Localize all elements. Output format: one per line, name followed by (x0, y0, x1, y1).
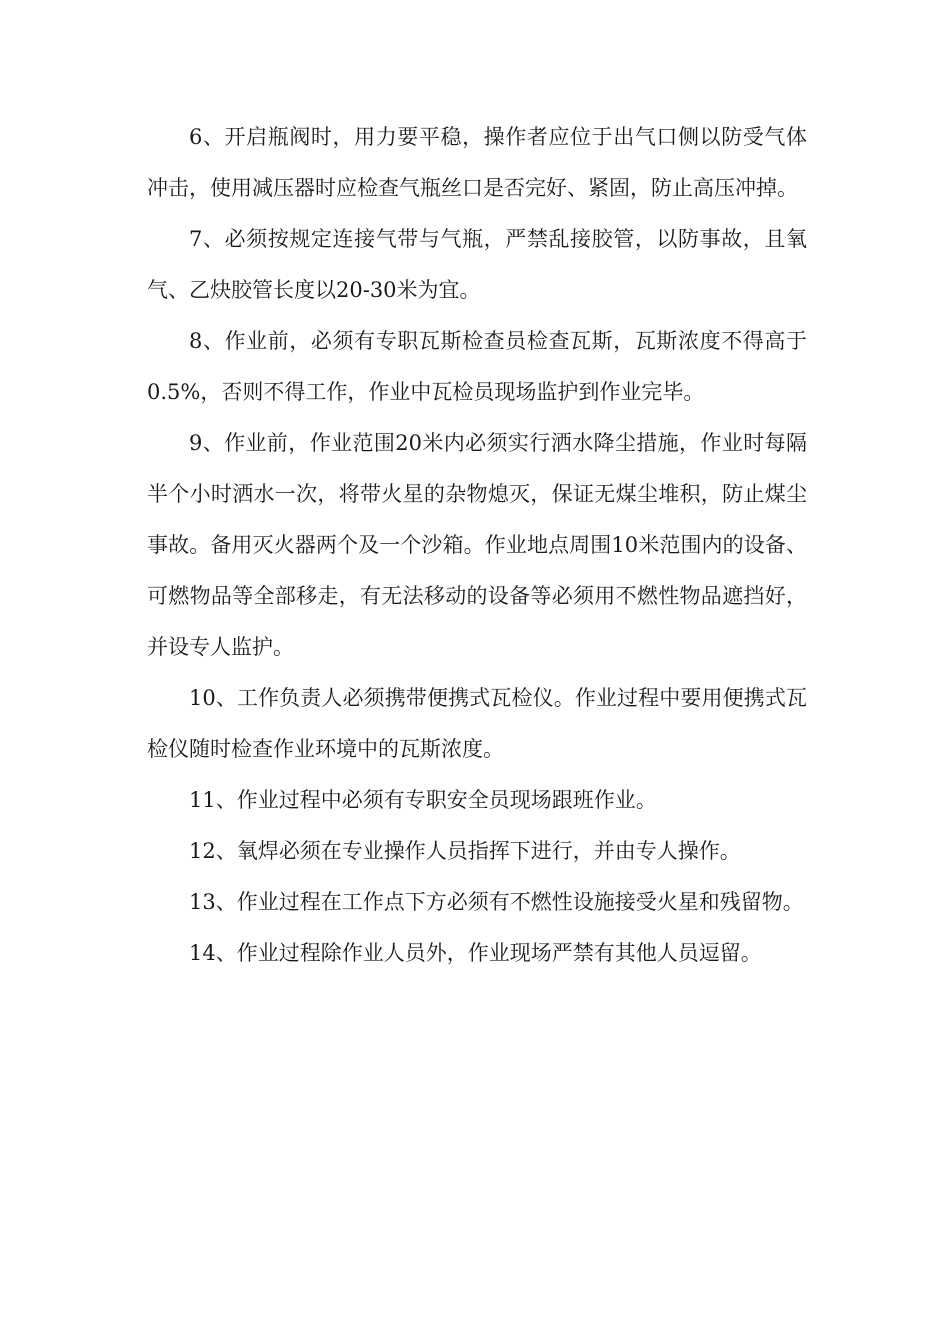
paragraph-item-10: 10、工作负责人必须携带便携式瓦检仪。作业过程中要用便携式瓦检仪随时检查作业环境中的瓦斯浓度。 (147, 686, 807, 761)
paragraph-item-12: 12、氧焊必须在专业操作人员指挥下进行，并由专人操作。 (189, 839, 741, 863)
paragraph-item-9: 9、作业前，作业范围20米内必须实行洒水降尘措施，作业时每隔半个小时洒水一次，将带火星的杂物熄灭，保证无煤尘堆积，防止煤尘事故。备用灭火器两个及一个沙箱。作业地点周围10米范围内的设备、可燃物品等全部移走，有无法移动的设备等必须用不燃性物品遮挡好，并设专人监护。 (147, 431, 807, 659)
paragraph-item-13: 13、作业过程在工作点下方必须有不燃性设施接受火星和残留物。 (189, 890, 804, 914)
paragraph-item-6: 6、开启瓶阀时，用力要平稳，操作者应位于出气口侧以防受气体冲击，使用减压器时应检查气瓶丝口是否完好、紧固，防止高压冲掉。 (147, 125, 807, 200)
paragraph-item-7: 7、必须按规定连接气带与气瓶，严禁乱接胶管，以防事故，且氧气、乙炔胶管长度以20-30米为宜。 (147, 227, 807, 302)
document-body (147, 112, 807, 979)
paragraph-item-8: 8、作业前，必须有专职瓦斯检查员检查瓦斯，瓦斯浓度不得高于0.5%，否则不得工作，作业中瓦检员现场监护到作业完毕。 (147, 329, 807, 404)
paragraph-item-14: 14、作业过程除作业人员外，作业现场严禁有其他人员逗留。 (189, 941, 762, 965)
paragraph-item-11: 11、作业过程中必须有专职安全员现场跟班作业。 (189, 788, 657, 812)
